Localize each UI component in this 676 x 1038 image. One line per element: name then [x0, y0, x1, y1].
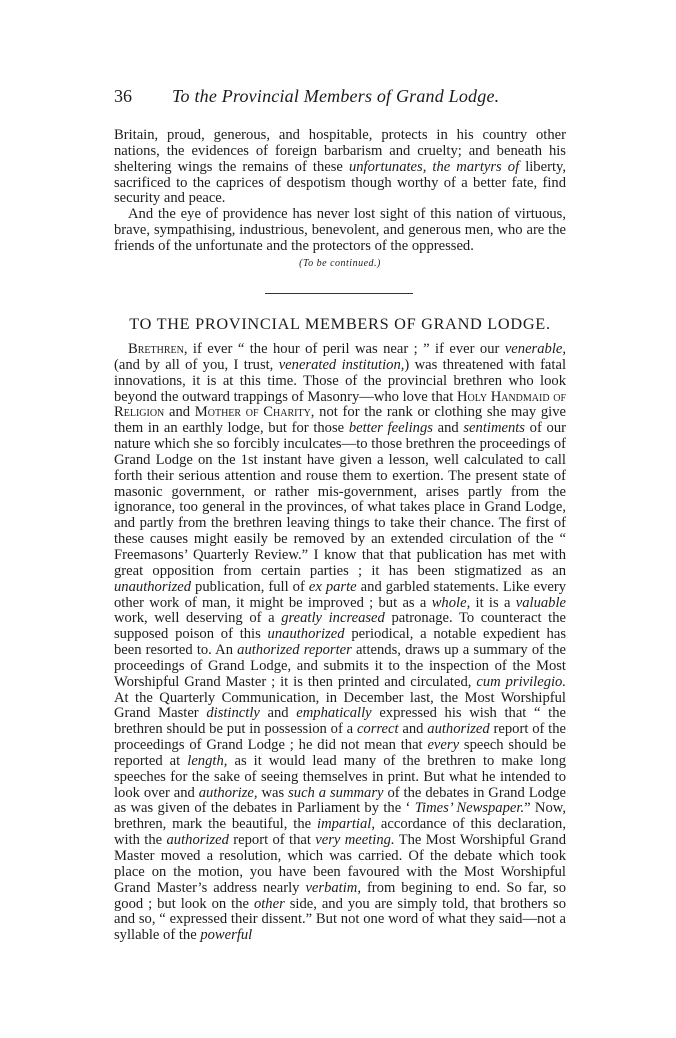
- continued-article-text: [114, 128, 566, 255]
- running-header: [114, 86, 566, 116]
- letter-body: [114, 342, 566, 944]
- continued-note: (To be continued.): [299, 258, 381, 269]
- paragraph: Brethren, if ever “ the hour of peril was near ; ” if ever our venerable, (and by all of you, I trust, venerated institution,) was threatened with fatal innovations, it is at this time. Those of the provincial brethren who look beyond the outward trappings of Masonry—who love that Holy Handmaid of Religion and Mother of Charity, not for the rank or clothing she may give them in an earthly lodge, but for those better feelings and sentiments of our nature which she so forcibly inculcates—to those brethren the proceedings of Grand Lodge on the 1st instant have given a lesson, well calculated to call forth their serious attention and rouse them to exertion. The present state of masonic government, or rather mis-government, arises partly from the ignorance, too general in the provinces, of what takes place in Grand Lodge, and partly from the brethren leaving things to take their chance. The first of these causes might easily be removed by an extended circulation of the “ Freemasons’ Quarterly Review.” I know that that publication has met with great opposition from certain parties ; it has been stigmatized as an unauthorized publication, full of ex parte and garbled statements. Like every other work of man, it might be improved ; but as a whole, it is a valuable work, well deserving of a greatly increased patronage. To counteract the supposed poison of this unauthorized periodical, a notable expedient has been resorted to. An authorized reporter attends, draws up a summary of the proceedings of Grand Lodge, and submits it to the inspection of the Most Worshipful Grand Master ; it is then printed and circulated, cum privilegio. At the Quarterly Communication, in December last, the Most Worshipful Grand Master distinctly and emphatically expressed his wish that “ the brethren should be put in possession of a correct and authorized report of the proceedings of Grand Lodge ; he did not mean that every speech should be reported at length, as it would lead many of the brethren to make long speeches for the sake of seeing themselves in print. But what he intended to look over and authorize, was such a summary of the debates in Grand Lodge as was given of the debates in Parliament by the ‘ Times’ Newspaper.” Now, brethren, mark the beautiful, the impartial, accordance of this declaration, with the authorized report of that very meeting. The Most Worshipful Grand Master moved a resolution, which was carried. Of the debate which took place on the motion, you have been favoured with the Most Worshipful Grand Master’s address nearly verbatim, from begining to end. So far, so good ; but look on the other side, and you are simply told, that brothers so and so, “ expressed their dissent.” But not one word of what they said—not a syllable of the powerful: [114, 341, 567, 944]
- paragraph: Britain, proud, generous, and hospitable, protects in his country other nations, the evidences of foreign barbarism and cruelty; and beneath his sheltering wings the remains of these unfortunates, the martyrs of liberty, sacrificed to the caprices of despotism though worthy of a better fate, find security and peace.: [114, 127, 566, 207]
- running-title: To the Provincial Members of Grand Lodge.: [172, 86, 500, 106]
- page-number: 36: [114, 86, 132, 106]
- paragraph: And the eye of providence has never lost sight of this nation of virtuous, brave, sympathising, industrious, benevolent, and generous men, who are the friends of the unfortunate and the protectors of the oppressed.: [114, 206, 566, 254]
- section-heading: TO THE PROVINCIAL MEMBERS OF GRAND LODGE.: [129, 314, 551, 333]
- section-divider: [265, 293, 413, 294]
